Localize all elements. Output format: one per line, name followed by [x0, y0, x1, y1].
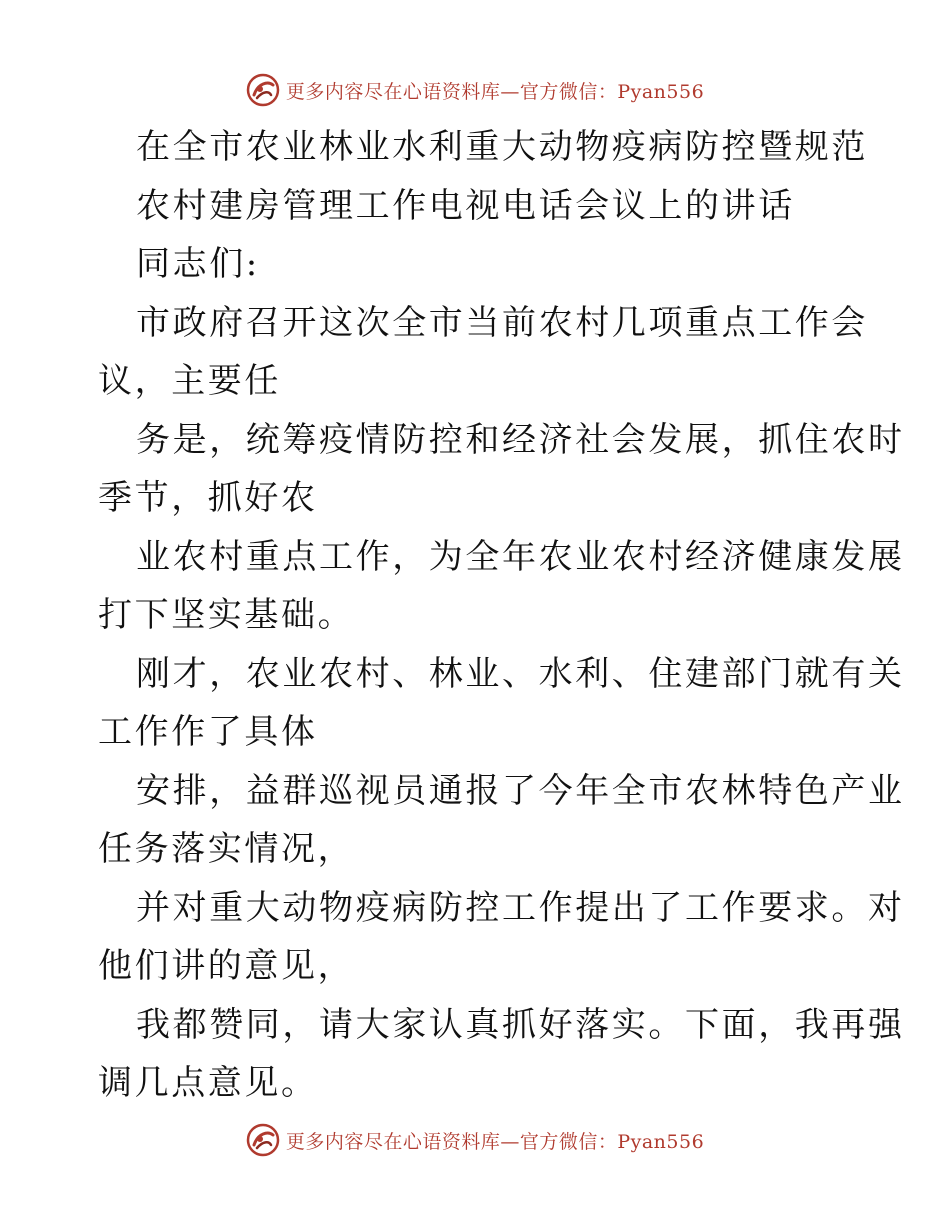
header-watermark: [0, 70, 950, 110]
watermark-text: 更多内容尽在心语资料库—官方微信：Pyan556: [285, 1130, 705, 1153]
document-body: [98, 118, 905, 1113]
salutation: 同志们:: [136, 244, 260, 284]
body-paragraphs: [98, 294, 905, 1113]
body-line: 工作作了具体: [98, 712, 318, 752]
red-swirl-logo-icon: [246, 1123, 280, 1157]
watermark-text: 更多内容尽在心语资料库—官方微信：Pyan556: [285, 80, 705, 103]
body-line: 他们讲的意见，: [98, 946, 355, 986]
footer-watermark: [0, 1120, 950, 1160]
title-line: 在全市农业林业水利重大动物疫病防控暨规范: [136, 127, 868, 167]
body-line: 业农村重点工作，为全年农业农村经济健康发展: [136, 536, 905, 577]
body-line: 务是，统筹疫情防控和经济社会发展，抓住农时: [136, 419, 905, 460]
body-line: 安排，益群巡视员通报了今年全市农林特色产业: [136, 770, 905, 811]
title-line: 农村建房管理工作电视电话会议上的讲话: [136, 185, 795, 226]
body-line: 任务落实情况，: [98, 829, 355, 869]
body-line: 我都赞同，请大家认真抓好落实。下面，我再强: [136, 1004, 905, 1045]
body-line: 刚才，农业农村、林业、水利、住建部门就有关: [136, 653, 905, 694]
red-swirl-logo-icon: [246, 73, 280, 107]
body-line: 议，主要任: [98, 361, 281, 401]
body-line: 季节，抓好农: [98, 478, 318, 518]
body-line: 打下坚实基础。: [98, 595, 355, 635]
body-line: 并对重大动物疫病防控工作提出了工作要求。对: [136, 887, 905, 928]
body-line: 市政府召开这次全市当前农村几项重点工作会: [136, 302, 868, 343]
body-line: 调几点意见。: [98, 1063, 318, 1103]
